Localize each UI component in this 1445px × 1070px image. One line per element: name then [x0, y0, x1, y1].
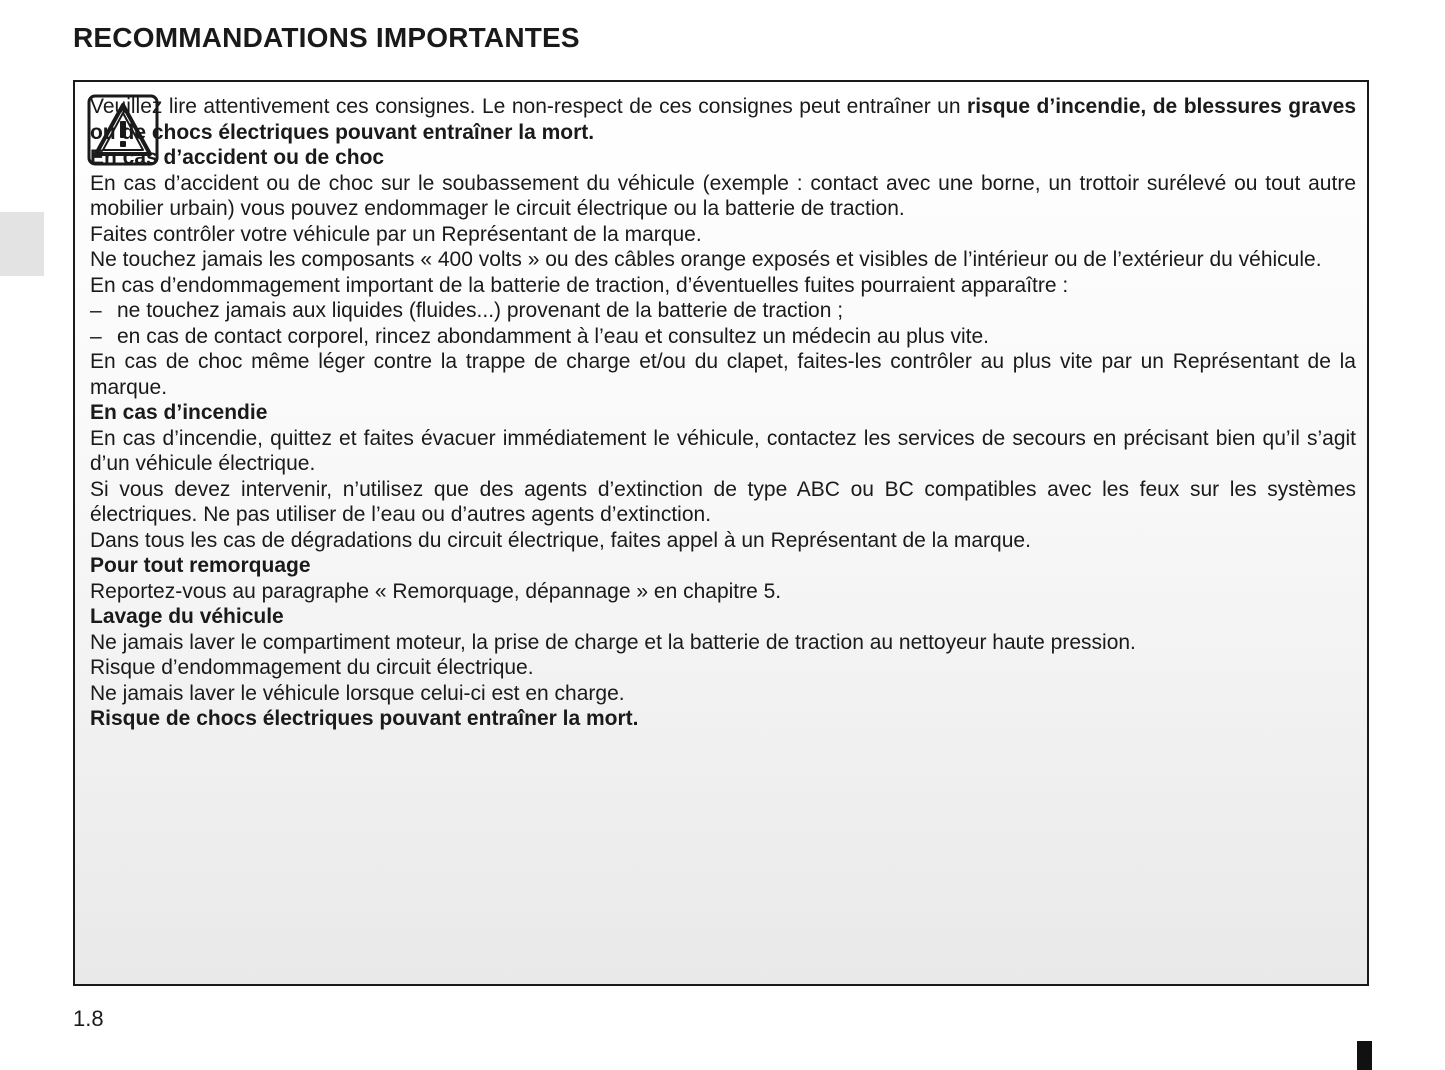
intro-normal: Veuillez lire attentivement ces consignes. Le non-respect de ces consignes peut entraîner un — [90, 95, 968, 118]
dash-marker: – — [90, 324, 102, 348]
washing-line-1: Ne jamais laver le compartiment moteur, la prise de charge et la batterie de traction au nettoyeur haute pression. — [90, 630, 1136, 654]
list-item-text: ne touchez jamais aux liquides (fluides...) provenant de la batterie de traction ; — [117, 299, 844, 322]
washing-line-2: Risque d’endommagement du circuit électrique. — [90, 656, 534, 679]
list-item — [90, 298, 1356, 324]
fire-paragraph-3: Dans tous les cas de dégradations du circuit électrique, faites appel à un Représentant de la marque. — [90, 528, 1031, 552]
accident-heading: En cas d’accident ou de choc — [90, 146, 385, 169]
page-title: RECOMMANDATIONS IMPORTANTES — [73, 22, 580, 53]
intro-bold: risque d’incendie, de blessures graves ou de chocs électriques pouvant entraîner la mort. — [90, 95, 1356, 144]
towing-heading: Pour tout remorquage — [90, 554, 311, 577]
page-number: 1.8 — [73, 1006, 104, 1031]
list-item-text: en cas de contact corporel, rincez abondamment à l’eau et consultez un médecin au plus vite. — [117, 324, 990, 348]
fire-paragraph-1: En cas d’incendie, quittez et faites évacuer immédiatement le véhicule, contactez les services de secours en précisant bien qu’il s’agit d’un véhicule électrique. — [90, 426, 1356, 475]
washing-line-3: Ne jamais laver le véhicule lorsque celui-ci est en charge. — [90, 681, 625, 705]
fire-heading: En cas d’incendie — [90, 401, 268, 424]
fire-paragraph-2: Si vous devez intervenir, n’utilisez que des agents d’extinction de type ABC ou BC compatibles avec les feux sur les systèmes électriques. Ne pas utiliser de l’eau ou d’autres agents d’extinction. — [90, 477, 1356, 526]
dash-marker: – — [90, 299, 102, 322]
accident-paragraph-5: En cas de choc même léger contre la trappe de charge et/ou du clapet, faites-les contrôler au plus vite par un Représentant de la marque. — [90, 350, 1356, 399]
page-edge-marker — [1357, 1041, 1372, 1070]
washing-heading: Lavage du véhicule — [90, 605, 284, 628]
accident-paragraph-1: En cas d’accident ou de choc sur le soubassement du véhicule (exemple : contact avec une borne, un trottoir surélevé ou tout autre mobilier urbain) vous pouvez endommager le circuit électrique ou la batterie de traction. — [90, 171, 1356, 220]
accident-paragraph-4: En cas d’endommagement important de la batterie de traction, d’éventuelles fuites pourraient apparaître : — [90, 273, 1069, 297]
accident-paragraph-2: Faites contrôler votre véhicule par un Représentant de la marque. — [90, 222, 702, 246]
list-item — [90, 324, 1356, 350]
intro-text — [90, 94, 1356, 145]
warning-box — [73, 80, 1369, 986]
washing-line-4: Risque de chocs électriques pouvant entraîner la mort. — [90, 707, 639, 730]
towing-paragraph: Reportez-vous au paragraphe « Remorquage, dépannage » en chapitre 5. — [90, 579, 782, 603]
warning-content — [90, 94, 1356, 732]
chapter-tab — [0, 212, 44, 276]
accident-paragraph-3: Ne touchez jamais les composants « 400 volts » ou des câbles orange exposés et visibles de l’intérieur ou de l’extérieur du véhicule. — [90, 248, 1322, 271]
